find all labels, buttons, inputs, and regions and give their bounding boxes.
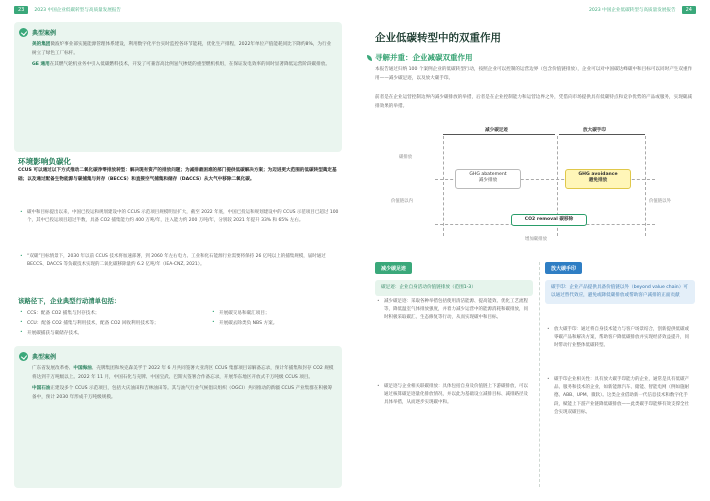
case-study-title: 典型案例	[32, 354, 57, 361]
handprint-bullet: • 放大碳手印：通过将自身技术能力与客户场景结合，创新提供低碳或零碳产品和解决方案，帮助客户降低碳排放并实现经济效益提升，同时带动行业整体低碳转型。	[547, 326, 693, 351]
running-title: 2023 中国企业低碳转型与高质量发展报告	[588, 8, 676, 13]
intro-paragraph-1: 本报告通过归纳 100 个案例企业的低碳转型行动，按照企业可以控制的运营边界（包含价值链排放），企业可以对中国碳达峰碳中和目标可以同时产生双重作用——减少碳足迹，以及放大碳手印。	[375, 67, 693, 81]
handprint-label: 放大碳手印	[583, 128, 606, 133]
axis-label: 碳排放	[399, 155, 413, 160]
abatement-box: GHG abatement 减少排放	[455, 169, 521, 189]
action-list-item: • 开展碳捕获与碳储存技术。	[20, 330, 82, 336]
action-list-item: • 开展碳去除类负 NBS 方案。	[212, 320, 277, 326]
footprint-bracket	[443, 134, 555, 135]
case-study-box-1	[14, 22, 342, 152]
avoidance-box: GHG avoidance 避免排放	[565, 169, 631, 189]
action-list-item: • CCU：配备 CO2 捕集与利用技术，配备 CO2 回收利用技术等；	[20, 320, 159, 326]
footprint-bullet: • 碳足迹与企业相关联碳排放：具体包括自身及价值链上下游碳排放，可以通过核算碳足迹量化排放情况，并以此为基础设立减排目标、减排路径及具体举措，从而逐步实现碳中和。	[377, 383, 531, 408]
action-list-item: • 开展碳交易和碳汇项目；	[212, 310, 270, 316]
dual-role-diagram	[375, 124, 695, 250]
handprint-column-head: 放大碳手印	[545, 262, 582, 274]
sub-title: 寻解并重：企业减碳双重作用	[375, 53, 473, 62]
right-page-header	[355, 0, 710, 20]
case-paragraph-1: 美的集团微波炉事业部实施能源管理体系建设，利用数字化平台实时监控各环节能耗，优化生产排程，2022年单位产值能耗同比下降约8%，为行业树立了绿色工厂标杆。	[32, 42, 332, 56]
running-title: 2023 中国企业低碳转型与高质量发展报告	[34, 8, 122, 13]
leaf-icon	[367, 55, 372, 61]
section-lead: CCUS 可以通过以下方式推动二氧化碳净零排放转型：解决现有资产的排放问题；为减排最困难的部门提供低碳解决方案；为迈进更大范围的低碳转型奠定基础；以及通过配备生物能源与碳捕集与封存（BECCS）和直接空气捕集和储存（DACCS）从大气中移除二氧化碳。	[18, 168, 337, 182]
axis-line	[645, 136, 646, 236]
bullet-item: • “双碳”目标情景下，2030 年以前 CCUS 技术将加速部署，到 2060 年左右电力、工业和化石能源行业需要将保持 26 亿吨以上的捕集规模，届时通过 BECCS、DACCS 等负碳技术实现的二氧化碳移除量约 6.2 亿吨/年（IEA-CNZ, 2021）。	[20, 253, 340, 270]
axis-label: 价值链以外	[649, 199, 671, 204]
footprint-intro: 碳足迹：企业自身活动价值链排放（范围1-3）	[375, 280, 533, 296]
handprint-bullet: • 碳手印企业相关性：具有放大碳手印能力的企业，通常是具有低碳产品、服务和技术的企业，如新能源汽车、储能、智能电网（例如施耐德、ABB、UPM、微软）。这类企业借助新一代信息技术和数字化手段，赋能上下游产业链降低碳排放——此类碳手印能够有效支撑全社会实现双碳目标。	[547, 376, 693, 417]
section-title: 环境影响负碳化	[18, 157, 72, 166]
action-list-title: 该路径下，企业典型行动清单包括：	[18, 297, 121, 305]
axis-line	[443, 136, 444, 236]
case-paragraph-2: GE 通用在其燃气轮机业务中引入低碳燃料技术，开发了可兼容高比例氢气掺烧的重型燃机机组，在保证发电效率的同时显著降低运营阶段碳排放。	[32, 62, 330, 68]
action-list-item: • CCS：配备 CO2 捕集与封存技术；	[20, 310, 100, 316]
footprint-column-head: 减少碳足迹	[375, 262, 412, 274]
removal-box: CO2 removal 碳移除	[511, 214, 587, 226]
case-check-icon	[19, 352, 28, 361]
intro-paragraph-2: 前者是在企业运营控制边界内减少碳排放的举措，后者是在企业控制能力和运营边界之外，凭借向市场提供具有低碳特点和竞争优势的产品或服务，实现碳减排效果的举措。	[375, 95, 692, 109]
right-page	[355, 0, 710, 501]
axis-label: 增加碳排放	[525, 237, 547, 242]
left-page-header	[0, 0, 355, 20]
page-number: 24	[682, 6, 696, 14]
footprint-label: 减少碳足迹	[485, 128, 508, 133]
column-divider	[539, 262, 540, 487]
footprint-bullet: • 减少碳足迹：采取各种举措包括使用清洁能源、提高能效、优化工艺流程等，降低温室气体排放强度，并着力减少运营中的能源消耗和碳排放，同时积极采取碳汇、生态修复等行动，从而实现碳中和目标。	[377, 298, 531, 323]
handprint-bracket	[559, 134, 645, 135]
bullet-item: • 碳中和目标提出以来，中国已投运和规划建设中的 CCUS 示范项目规模明显扩大，截至 2022 年底，中国已投运和规划建设中的 CCUS 示范项目已超过 100 个，其中已投运项目超过半数，具备 CO2 捕集能力约 400 万吨/年，注入能力约 200 万吨/年，分别较 2021 年提升 33% 和 65% 左右。	[20, 209, 340, 226]
case-study-box-2	[14, 346, 342, 488]
case-check-icon	[19, 28, 28, 37]
axis-label: 价值链以内	[391, 199, 413, 204]
page-number: 23	[14, 6, 28, 14]
handprint-intro: 碳手印：企业产品提供具备价值链以外（beyond value chain）可以通过替代效应，避免或降低碳排放或帮助客户减排的正面贡献	[545, 280, 695, 304]
case-study-title: 典型案例	[32, 30, 57, 37]
case-paragraph-1: 广东省发展改革委、中国海油、壳牌集团和埃克森美孚于 2022 年 6 月共同签署大亚湾区 CCUS 集群项目谅解备忘录，预计年捕集和封存 CO2 规模将达到千万吨级以上。2022 年 11 月，中国石化与壳牌、中国宝武、巴斯夫签署合作备忘录，开展华东地区开放式千万吨级 CCUS 项目。	[32, 366, 334, 380]
case-paragraph-2: 中国石油正建设多个 CCUS 示范项目，包括大庆油田和吉林油田等。其与油气行业气候倡议组织（OGCI）共同推动的新疆 CCUS 产业集群在积极筹备中，预计 2030 年形成千万吨级规模。	[32, 386, 333, 400]
main-title: 企业低碳转型中的双重作用	[375, 32, 501, 44]
